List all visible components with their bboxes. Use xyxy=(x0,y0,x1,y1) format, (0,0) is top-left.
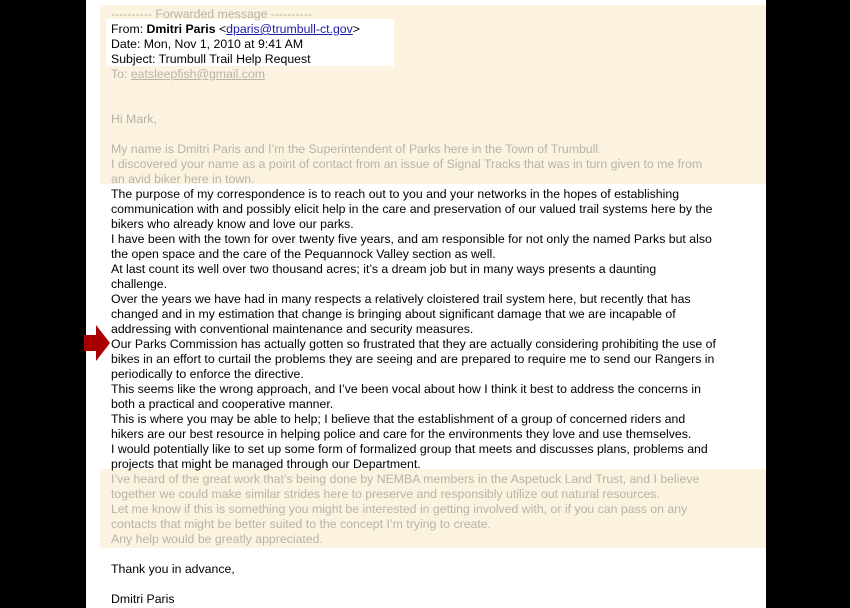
forwarded-header: ---------- Forwarded message ---------- xyxy=(111,7,312,21)
closing-line: I’ve heard of the great work that’s being done by NEMBA members in the Aspetuck Land Trust, and I believe xyxy=(111,472,700,486)
from-label: From: xyxy=(111,22,147,36)
from-line xyxy=(111,22,760,37)
intro-line: I discovered your name as a point of contact from an issue of Signal Tracks that was in turn given to me from xyxy=(111,157,703,171)
to-label: To: xyxy=(111,67,131,81)
body-line: The purpose of my correspondence is to reach out to you and your networks in the hopes of establishing xyxy=(111,187,680,201)
body-line: addressing with conventional maintenance and security measures. xyxy=(111,322,474,336)
body-line: I would potentially like to set up some form of formalized group that meets and discusses plans, problems and xyxy=(111,442,708,456)
to-email-link[interactable]: eatsleepfish@gmail.com xyxy=(130,67,265,81)
to-line xyxy=(111,67,760,82)
signature: Dmitri Paris xyxy=(111,592,175,606)
intro-line: an avid biker here in town. xyxy=(111,172,255,186)
from-name: Dmitri Paris xyxy=(146,22,216,36)
body-line: challenge. xyxy=(111,277,168,291)
body-line: projects that might be managed through our Department. xyxy=(111,457,421,471)
closing-line: together we could make similar strides here to preserve and responsibly utilize out natural resources. xyxy=(111,487,660,501)
body-line: bikers who already know and love our parks. xyxy=(111,217,354,231)
thanks-line: Thank you in advance, xyxy=(111,562,235,576)
body-line: Our Parks Commission has actually gotten so frustrated that they are actually considering prohibiting the use of xyxy=(111,337,716,351)
body-line: communication with and possibly elicit help in the care and preservation of our valued trail systems here by the xyxy=(111,202,713,216)
intro-line: My name is Dmitri Paris and I’m the Superintendent of Parks here in the Town of Trumbull. xyxy=(111,142,602,156)
from-open: < xyxy=(215,22,227,36)
body-line: Over the years we have had in many respects a relatively cloistered trail system here, but recently that has xyxy=(111,292,691,306)
body-line: This seems like the wrong approach, and I’ve been vocal about how I think it best to address the concerns in xyxy=(111,382,701,396)
date-line: Date: Mon, Nov 1, 2010 at 9:41 AM xyxy=(111,37,304,51)
document-page xyxy=(86,0,766,608)
body-line: periodically to enforce the directive. xyxy=(111,367,304,381)
closing-line: contacts that might be better suited to the concept I’m trying to create. xyxy=(111,517,492,531)
body-line: changed and in my estimation that change is bringing about significant damage that we are incapable of xyxy=(111,307,676,321)
body-line: This is where you may be able to help; I believe that the establishment of a group of concerned riders and xyxy=(111,412,686,426)
body-line: the open space and the care of the Pequannock Valley section as well. xyxy=(111,247,496,261)
body-line: At last count its well over two thousand acres; it’s a dream job but in many ways presents a daunting xyxy=(111,262,657,276)
closing-line: Any help would be greatly appreciated. xyxy=(111,532,323,546)
closing-line: Let me know if this is something you might be interested in getting involved with, or if you can pass on any xyxy=(111,502,688,516)
subject-line: Subject: Trumbull Trail Help Request xyxy=(111,52,311,66)
body-line: I have been with the town for over twenty five years, and am responsible for not only the named Parks but also xyxy=(111,232,712,246)
body-line: hikers are our best resource in helping police and care for the environments they love and use themselves. xyxy=(111,427,692,441)
body-line: bikes in an effort to curtail the problems they are seeing and are prepared to require me to send our Rangers in xyxy=(111,352,715,366)
greeting: Hi Mark, xyxy=(111,112,157,126)
from-email-link[interactable]: dparis@trumbull-ct.gov xyxy=(226,22,353,36)
body-line: both a practical and cooperative manner. xyxy=(111,397,334,411)
from-close: > xyxy=(352,22,360,36)
arrow-right-icon xyxy=(84,325,110,361)
